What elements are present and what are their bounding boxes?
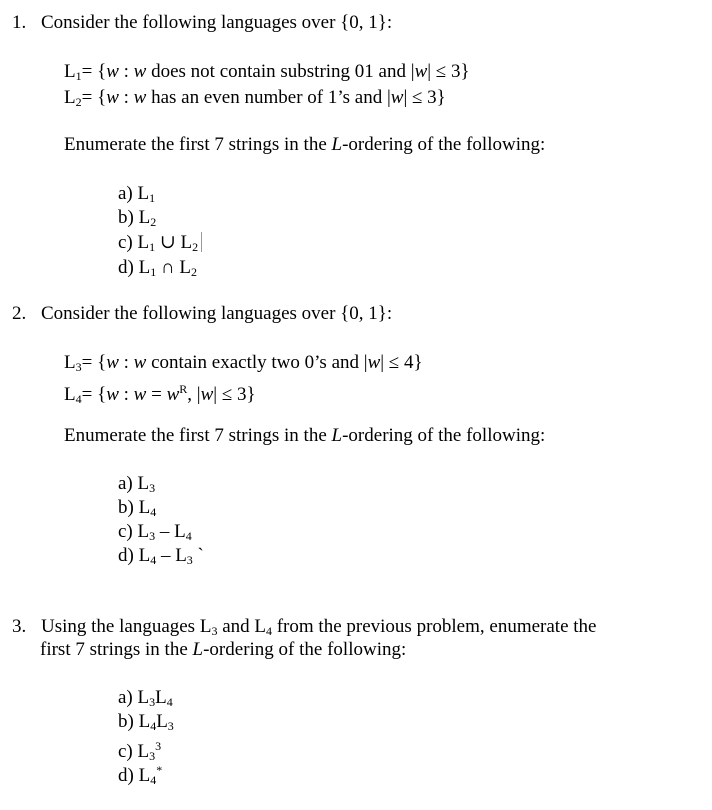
problem-1-item-b: b) $L_2$: [118, 207, 157, 229]
problem-1-item-d: d) $L_1$ ∩ $L_2$: [118, 257, 198, 279]
definition-L4: $L_4= \{w$ : $w = w^R$, |w| ≤ 3}: [64, 382, 256, 406]
problem-intro: Consider the following languages over {0, 1}:: [41, 303, 393, 324]
problem-2-instruction: Enumerate the first 7 strings in the L-ordering of the following:: [64, 425, 546, 446]
definition-L2: $L_2= \{w$ : w has an even number of 1’s and |w| ≤ 3}: [64, 87, 446, 109]
problem-3-item-b: b) $L_4L_3$: [118, 711, 174, 733]
problem-intro: Using the languages $L_3$ and $L_4$ from the previous problem, enumerate the: [41, 616, 597, 638]
problem-3-item-d: d) $L_4^*$: [118, 763, 163, 787]
problem-2-item-b: b) $L_4$: [118, 497, 157, 519]
problem-2-item-d: d) $L_4 - L_3$ `: [118, 545, 204, 567]
definition-L1: $L_1= \{w$ : w does not contain substring 01 and |w| ≤ 3}: [64, 61, 470, 83]
problem-3-item-c: c) $L_3^3$: [118, 739, 162, 763]
problem-1-heading: [12, 12, 392, 34]
problem-2-heading: [12, 303, 392, 325]
problem-3-intro-line-2: first 7 strings in the L-ordering of the following:: [40, 639, 407, 660]
problem-2-item-a: a) $L_3$: [118, 473, 156, 495]
problem-1-item-c: c) $L_1$ ∪ $L_2$: [118, 232, 202, 258]
problem-1-instruction: Enumerate the first 7 strings in the L-ordering of the following:: [64, 134, 546, 155]
definition-L3: $L_3= \{w$ : w contain exactly two 0’s and |w| ≤ 4}: [64, 352, 423, 374]
problem-number: 3.: [12, 616, 27, 637]
problem-2-item-c: c) $L_3 - L_4$: [118, 521, 192, 543]
problem-number: 1.: [12, 12, 27, 33]
problem-1-item-a: a) $L_1$: [118, 183, 156, 205]
problem-intro: Consider the following languages over {0, 1}:: [41, 12, 393, 33]
problem-number: 2.: [12, 303, 27, 324]
problem-3-item-a: a) $L_3L_4$: [118, 687, 173, 709]
text-cursor: [201, 232, 202, 252]
